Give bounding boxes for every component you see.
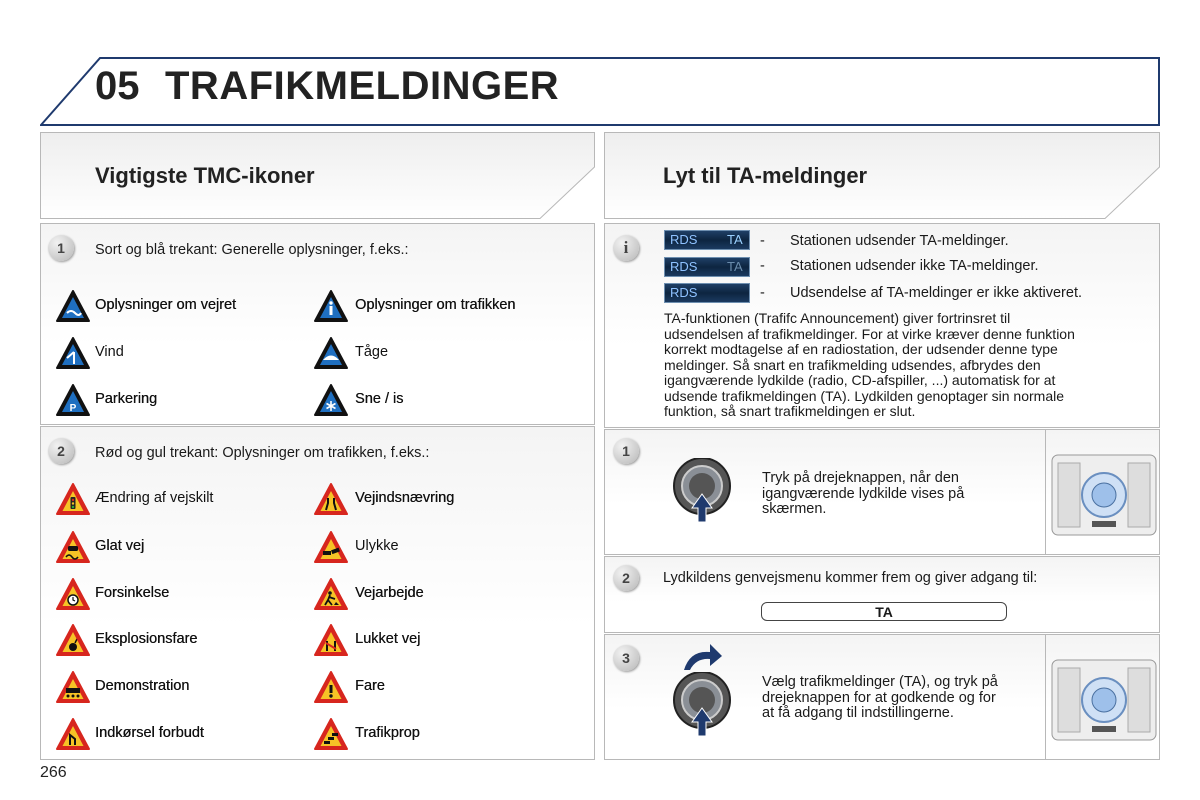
road-narrows-icon [313, 482, 349, 516]
icon-label: Trafikprop [355, 725, 420, 741]
radio-unit-icon [1048, 640, 1160, 760]
explosion-hazard-icon [55, 623, 91, 657]
icon-label: Ændring af vejskilt [95, 490, 214, 506]
page-number: 266 [40, 764, 67, 781]
no-entry-icon [55, 717, 91, 751]
icon-label: Oplysninger om vejret [95, 297, 237, 313]
step-badge: 1 [613, 438, 639, 464]
bullet-dash: - [760, 258, 765, 274]
icon-label: Forsinkelse [95, 585, 170, 601]
step-line: igangværende lydkilde vises på [762, 485, 965, 502]
wind-icon [55, 336, 91, 370]
chapter-number: 05 [95, 64, 140, 108]
icon-label: Eksplosionsfare [95, 631, 198, 647]
icon-label: Demonstration [95, 678, 190, 694]
ta-label: TA [727, 259, 743, 274]
accident-icon [313, 530, 349, 564]
traffic-info-intro: Rød og gul trekant: Oplysninger om trafikken, f.eks.: [95, 445, 430, 461]
icon-label: Vejindsnævring [355, 490, 455, 506]
rds-label: RDS [670, 232, 698, 247]
rds-ta-display-active [664, 230, 750, 250]
icon-label: Sne / is [355, 391, 404, 407]
rotate-arrow-icon [680, 642, 724, 672]
icon-label: Parkering [95, 391, 158, 407]
road-closed-icon [313, 623, 349, 657]
icon-label: Vejarbejde [355, 585, 424, 601]
delay-icon [55, 577, 91, 611]
step-line: skærmen. [762, 501, 827, 517]
icon-label: Tåge [355, 344, 389, 360]
rds-ta-display-unavailable [664, 257, 750, 277]
step-line: at få adgang til indstillingerne. [762, 705, 954, 721]
traffic-jam-icon [313, 717, 349, 751]
rds-display-ta-off [664, 283, 750, 303]
ta-menu-button[interactable]: TA [761, 602, 1007, 621]
rotary-knob-icon [670, 458, 734, 522]
rotary-knob-icon [670, 672, 734, 736]
divider [1045, 429, 1046, 555]
step-badge: 2 [48, 438, 74, 464]
rds-label: RDS [670, 259, 698, 274]
parking-icon [55, 383, 91, 417]
paragraph-line: igangværende lydkilde (radio, CD-afspiller, ...) automatisk for at [664, 372, 1056, 388]
ta-paragraph [664, 311, 1075, 420]
svg-text:P: P [69, 403, 77, 414]
traffic-info-icon [313, 289, 349, 323]
icon-label: Indkørsel forbudt [95, 725, 204, 741]
radio-unit-icon [1048, 435, 1160, 555]
right-section-title: Lyt til TA-meldinger [663, 163, 868, 188]
rds-description: Udsendelse af TA-meldinger er ikke aktiveret. [790, 285, 1083, 301]
step-2-text: Lydkildens genvejsmenu kommer frem og giver adgang til: [663, 570, 1038, 586]
icon-label: Oplysninger om trafikken [355, 297, 516, 313]
bullet-dash: - [760, 233, 765, 249]
weather-icon [55, 289, 91, 323]
snowflake-icon [313, 383, 349, 417]
fog-icon [313, 336, 349, 370]
paragraph-line: meldinger. Så snart en trafikmelding udsendes, afbrydes den [664, 356, 1041, 373]
bullet-dash: - [760, 285, 765, 301]
danger-icon [313, 670, 349, 704]
left-section-title: Vigtigste TMC-ikoner [95, 163, 315, 188]
paragraph-line: funktion, så snart trafikmeldingen er slut. [664, 403, 916, 419]
rds-label: RDS [670, 285, 698, 300]
icon-label: Lukket vej [355, 631, 421, 647]
paragraph-line: korrekt modtagelse af en radiostation, der udsender denne type [664, 341, 1058, 357]
paragraph-line: udsende trafikmeldingen (TA). Lydkilden genoptager sin normale [664, 387, 1065, 404]
icon-label: Fare [355, 678, 385, 694]
icon-label: Glat vej [95, 538, 145, 554]
paragraph-line: TA-funktionen (Trafifc Announcement) giver fortrinsret til [664, 310, 1011, 326]
general-info-intro: Sort og blå trekant: Generelle oplysninger, f.eks.: [95, 242, 409, 258]
step-3-text [762, 675, 998, 722]
demonstration-icon [55, 670, 91, 704]
info-icon: i [613, 235, 639, 261]
divider [1045, 634, 1046, 760]
ta-label: TA [727, 232, 743, 247]
page-title: TRAFIKMELDINGER [165, 64, 560, 108]
slippery-road-icon [55, 530, 91, 564]
rds-description: Stationen udsender ikke TA-meldinger. [790, 258, 1039, 274]
paragraph-line: udsendelsen af trafikmeldinger. For at virke kræver denne funktion [664, 325, 1075, 342]
step-line: drejeknappen for at godkende og for [762, 689, 996, 706]
sign-change-icon [55, 482, 91, 516]
step-line: Tryk på drejeknappen, når den [762, 470, 959, 486]
rds-description: Stationen udsender TA-meldinger. [790, 233, 1009, 249]
icon-label: Vind [95, 344, 124, 360]
step-1-text [762, 471, 964, 518]
step-badge: 2 [613, 565, 639, 591]
icon-label: Ulykke [355, 538, 399, 554]
step-badge: 3 [613, 645, 639, 671]
step-badge: 1 [48, 235, 74, 261]
step-line: Vælg trafikmeldinger (TA), og tryk på [762, 674, 998, 690]
roadworks-icon [313, 577, 349, 611]
